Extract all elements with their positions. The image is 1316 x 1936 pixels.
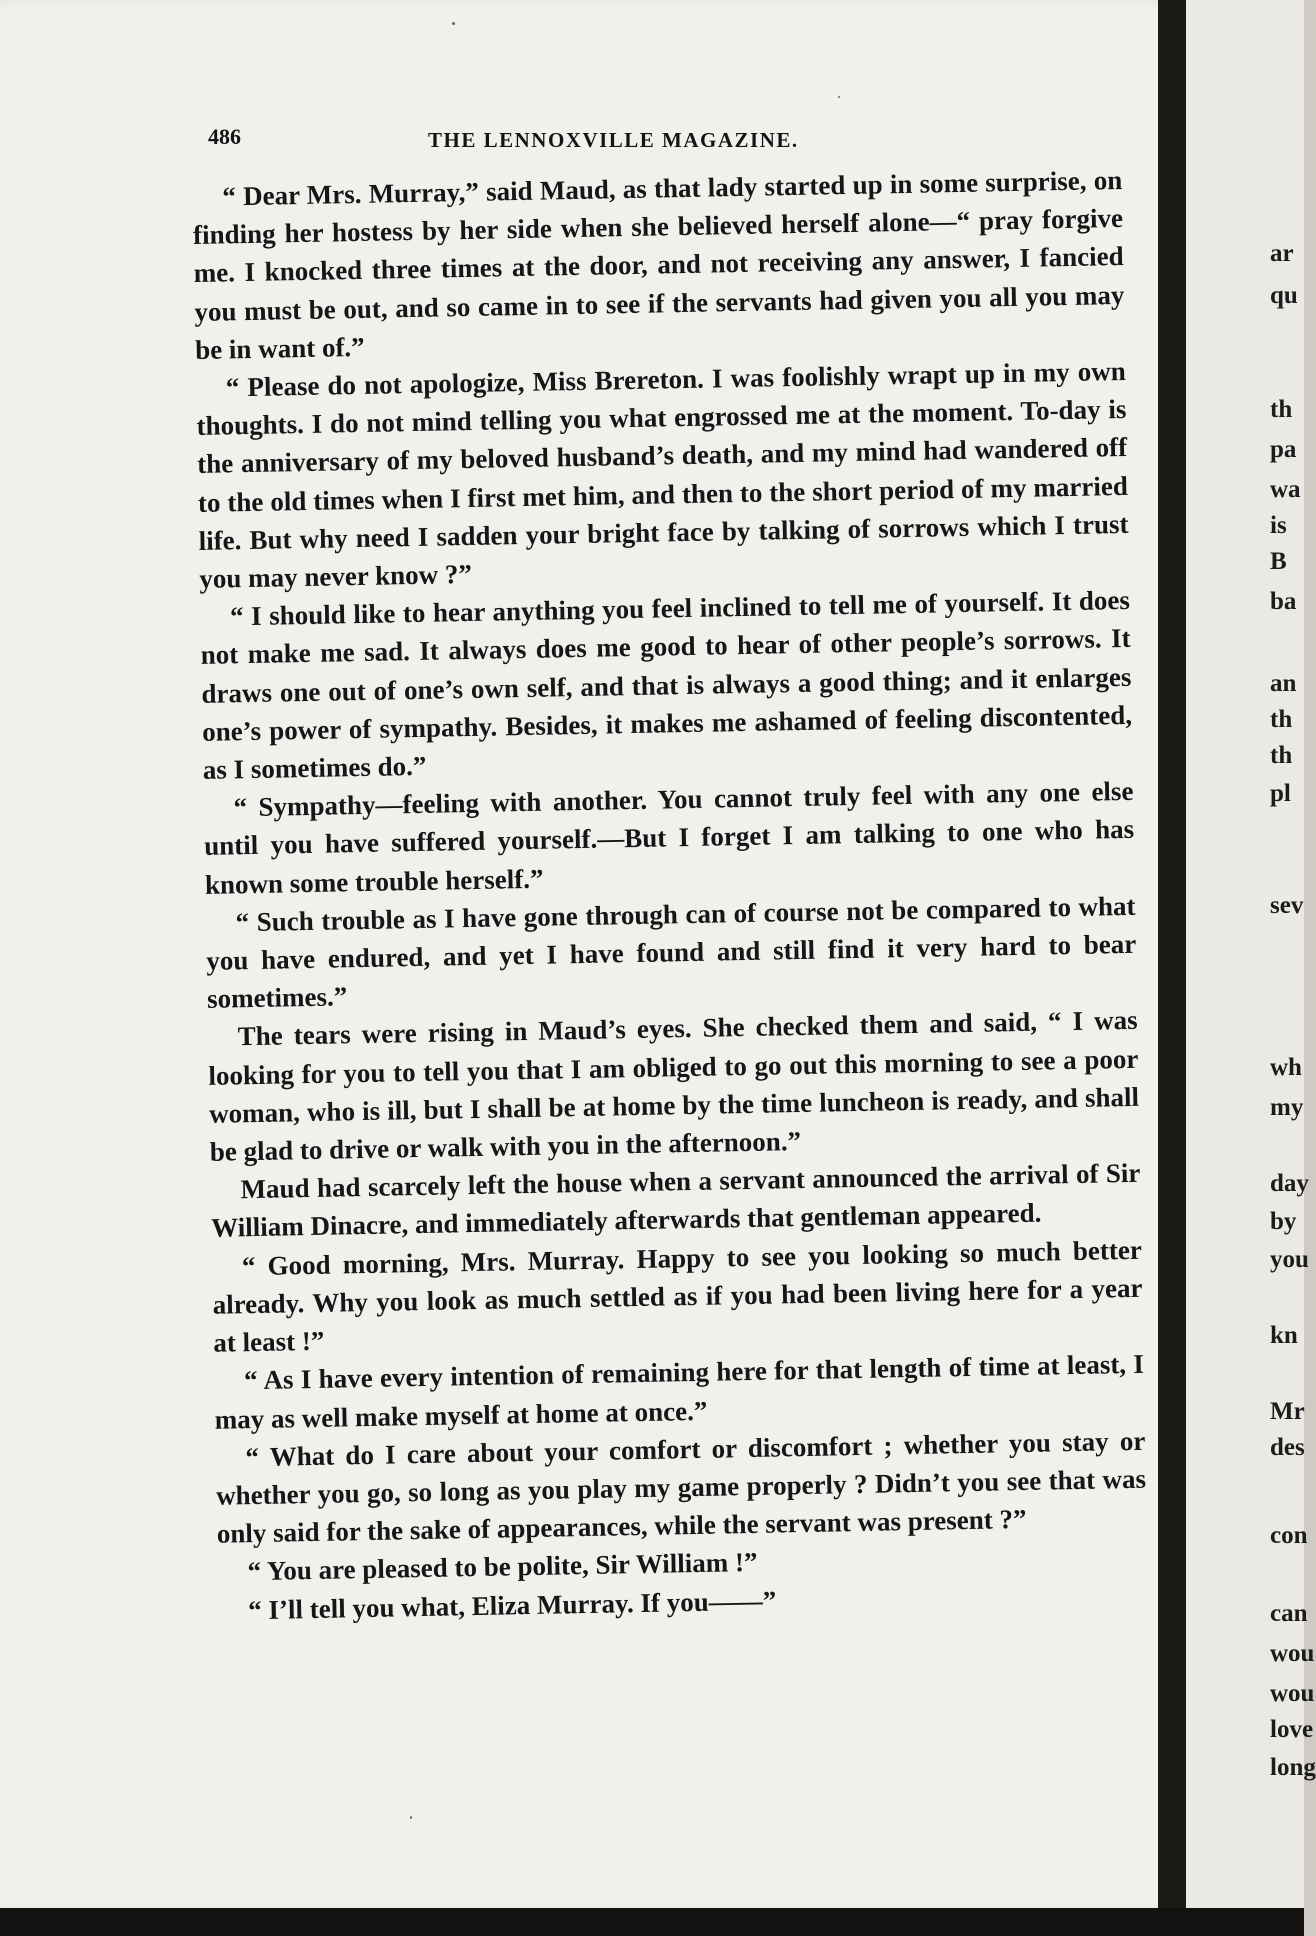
facing-page-fragment: an	[1270, 670, 1297, 697]
paragraph: “ I’ll tell you what, Eliza Murray. If you——”	[247, 1585, 777, 1625]
facing-page-fragment: my	[1270, 1094, 1304, 1121]
facing-page-fragment: wh	[1270, 1054, 1302, 1081]
paper-speck	[452, 22, 455, 25]
paragraph: “ Good morning, Mrs. Murray. Happy to see you looking so much better already. Why you look as much settled as if you had been living here for a year at least !”	[212, 1234, 1143, 1358]
scan-bottom-edge	[0, 1908, 1304, 1936]
running-title: THE LENNOXVILLE MAGAZINE.	[428, 128, 799, 152]
facing-page-fragment: kn	[1270, 1322, 1298, 1349]
facing-page-fragment: des	[1270, 1434, 1305, 1461]
paragraph: Maud had scarcely left the house when a servant announced the arrival of Sir William Dinacre, and immediately afterwards that gentleman appeared.	[210, 1158, 1141, 1244]
facing-page-fragment: by	[1270, 1208, 1297, 1235]
paragraph: “ Sympathy—feeling with another. You cannot truly feel with any one else until you have suffered yourself.—But I forget I am talking to one who has known some trouble herself.”	[203, 776, 1135, 900]
paragraph: “ Please do not apologize, Miss Brereton. I was foolishly wrapt up in my own thoughts. I do not mind telling you what engrossed me at the moment. To-day is the anniversary of my beloved husband’s death, and my mind had wandered off to the old times when I first met him, and then to the short period of my married life. But why need I sadden your bright face by talking of sorrows which I trust you may never know ?”	[196, 355, 1129, 594]
facing-page-fragment: can	[1270, 1600, 1308, 1627]
paper-speck	[838, 96, 840, 98]
facing-page-fragment: Mr	[1270, 1398, 1305, 1425]
facing-page-fragment: th	[1270, 742, 1293, 769]
facing-page-fragment: pl	[1270, 780, 1291, 807]
page-number: 486	[208, 124, 241, 149]
book-spine-shadow	[1158, 0, 1186, 1936]
facing-page-fragment: ar	[1270, 240, 1294, 267]
facing-page-fragment: ba	[1270, 588, 1297, 615]
paragraph: “ You are pleased to be polite, Sir William !”	[247, 1547, 758, 1587]
facing-page-fragment: day	[1270, 1170, 1309, 1197]
facing-page-fragment: qu	[1270, 282, 1298, 309]
facing-page-fragment: wou	[1270, 1640, 1315, 1667]
facing-page-fragment: con	[1270, 1522, 1308, 1549]
facing-page-fragment: th	[1270, 706, 1293, 733]
facing-page-fragment: sev	[1270, 892, 1304, 919]
paragraph: “ As I have every intention of remaining here for that length of time at least, I may as well make myself at home at once.”	[214, 1349, 1145, 1435]
paragraph: “ I should like to hear anything you feel inclined to tell me of yourself. It does not make me sad. It always does me good to hear of other people’s sorrows. It draws one out of one’s own self, and that is always a good thing; and it enlarges one’s power of sympathy. Besides, it makes me ashamed of feeling discontented, as I sometimes do.”	[200, 585, 1133, 785]
page-header	[208, 124, 858, 164]
facing-page-fragment: wou	[1270, 1680, 1315, 1707]
paragraph: “ Such trouble as I have gone through can of course not be compared to what you have endured, and yet I have found and still find it very hard to bear sometimes.”	[206, 890, 1137, 1015]
facing-page-fragment: love	[1270, 1716, 1314, 1743]
paragraph: “ Dear Mrs. Murray,” said Maud, as that lady started up in some surprise, on finding her hostess by her side when she believed herself alone—“ pray forgive me. I knocked three times at the door, and not receiving any answer, I fancied you must be out, and so came in to see if the servants had given you all you may be in want of.”	[192, 164, 1125, 365]
paper-speck	[410, 1816, 412, 1819]
facing-page-fragment: long	[1270, 1754, 1316, 1781]
facing-page-fragment: is	[1270, 512, 1287, 539]
facing-page-fragment: pa	[1270, 436, 1297, 463]
facing-page-fragment: wa	[1270, 476, 1301, 503]
facing-page-fragment: you	[1270, 1246, 1309, 1273]
facing-page-fragment: B	[1270, 548, 1287, 575]
paragraph: “ What do I care about your comfort or discomfort ; whether you stay or whether you go, so long as you play my game properly ? Didn’t you see that was only said for the sake of appearances, while the servant was present ?”	[215, 1425, 1147, 1549]
body-text	[192, 161, 1148, 1630]
paragraph: The tears were rising in Maud’s eyes. She checked them and said, “ I was looking for you to tell you that I am obliged to go out this morning to see a poor woman, who is ill, but I shall be at home by the time luncheon is ready, and shall be glad to drive or walk with you in the afternoon.”	[208, 1005, 1140, 1167]
facing-page-fragment: th	[1270, 396, 1293, 423]
